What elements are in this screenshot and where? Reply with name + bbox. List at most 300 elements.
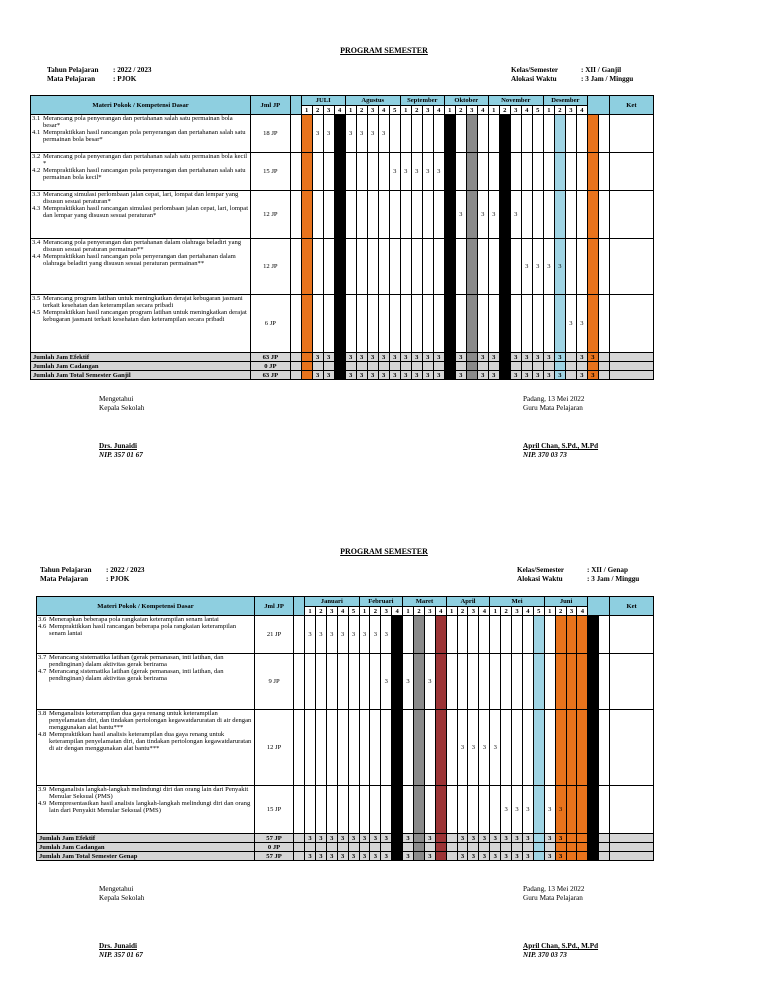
total-cell: 3 xyxy=(479,834,490,843)
week-number: 4 xyxy=(378,106,389,115)
week-number: 4 xyxy=(477,106,488,115)
total-ket xyxy=(610,843,654,852)
month-header: Januari xyxy=(305,597,359,607)
total-jp: 0 JP xyxy=(251,362,291,371)
total-jp: 57 JP xyxy=(254,834,293,843)
week-number: 4 xyxy=(479,607,490,616)
week-cell xyxy=(577,616,588,654)
total-cell: 3 xyxy=(400,353,411,362)
week-cell xyxy=(381,710,392,786)
total-jp: 63 JP xyxy=(251,371,291,380)
total-cell: 3 xyxy=(433,371,444,380)
week-cell xyxy=(588,710,599,786)
week-cell: 3 xyxy=(457,710,468,786)
total-cell xyxy=(359,843,370,852)
week-number: 2 xyxy=(370,607,381,616)
week-cell xyxy=(348,786,359,834)
week-cell: 3 xyxy=(521,239,532,295)
total-cell: 3 xyxy=(348,834,359,843)
total-cell: 3 xyxy=(370,834,381,843)
total-cell xyxy=(577,834,588,843)
month-header: April xyxy=(446,597,490,607)
week-cell: 3 xyxy=(555,786,566,834)
header-materi: Materi Pokok / Kompetensi Dasar xyxy=(31,96,251,115)
month-header: Mei xyxy=(490,597,544,607)
week-cell xyxy=(468,654,479,710)
kd-text: Merancang pola penyerangan dan pertahanan salah satu permainan bola besar* xyxy=(43,115,233,129)
total-cell: 3 xyxy=(544,852,555,861)
week-cell xyxy=(424,786,435,834)
total-cell: 3 xyxy=(468,834,479,843)
week-number: 1 xyxy=(400,106,411,115)
week-cell xyxy=(315,786,326,834)
total-cell: 3 xyxy=(479,852,490,861)
total-cell xyxy=(414,843,425,852)
week-cell: 3 xyxy=(400,153,411,191)
week-cell: 3 xyxy=(326,616,337,654)
ket-cell xyxy=(610,786,654,834)
total-cell: 3 xyxy=(367,371,378,380)
total-cell: 3 xyxy=(587,353,598,362)
total-jp: 63 JP xyxy=(251,353,291,362)
week-cell xyxy=(446,616,457,654)
kd-code: 4.4 xyxy=(32,253,41,260)
week-cell xyxy=(544,710,555,786)
week-cell xyxy=(479,616,490,654)
total-label: Jumlah Jam Total Semester Genap xyxy=(37,852,255,861)
kd-code: 3.8 xyxy=(38,710,47,717)
total-cell: 3 xyxy=(543,353,554,362)
week-number: 5 xyxy=(533,607,544,616)
week-cell xyxy=(522,710,533,786)
week-cell: 3 xyxy=(370,616,381,654)
week-cell: 3 xyxy=(543,239,554,295)
kd-item xyxy=(38,623,253,637)
ket-cell xyxy=(610,710,654,786)
week-cell xyxy=(370,710,381,786)
week-number: 2 xyxy=(501,607,512,616)
total-cell: 3 xyxy=(305,852,316,861)
week-number: 1 xyxy=(301,106,312,115)
week-number: 1 xyxy=(446,607,457,616)
total-cell: 3 xyxy=(576,371,587,380)
week-cell: 3 xyxy=(424,654,435,710)
week-number: 3 xyxy=(422,106,433,115)
week-cell xyxy=(315,710,326,786)
kd-item xyxy=(38,668,253,682)
week-cell: 3 xyxy=(323,115,334,153)
week-cell xyxy=(359,710,370,786)
total-cell: 3 xyxy=(512,852,523,861)
total-cell: 3 xyxy=(312,371,323,380)
month-header: Desember xyxy=(543,96,587,106)
total-cell: 3 xyxy=(315,834,326,843)
week-cell: 3 xyxy=(337,616,348,654)
total-cell xyxy=(577,843,588,852)
week-number: 4 xyxy=(522,607,533,616)
total-label: Jumlah Jam Cadangan xyxy=(37,843,255,852)
signature-left: Mengetahui Kepala Sekolah xyxy=(99,395,145,412)
week-number: 5 xyxy=(389,106,400,115)
page-title: PROGRAM SEMESTER xyxy=(340,547,428,556)
jp-cell: 12 JP xyxy=(251,191,291,239)
week-cell xyxy=(403,616,414,654)
week-cell: 3 xyxy=(576,295,587,353)
week-cell xyxy=(348,710,359,786)
week-cell: 3 xyxy=(389,153,400,191)
kd-code: 3.9 xyxy=(38,786,47,793)
total-cell: 3 xyxy=(370,852,381,861)
total-cell xyxy=(533,834,544,843)
week-cell xyxy=(490,654,501,710)
materi-cell xyxy=(37,616,255,654)
week-number: 4 xyxy=(334,106,345,115)
week-number: 3 xyxy=(510,106,521,115)
week-cell xyxy=(403,710,414,786)
total-cell: 3 xyxy=(543,371,554,380)
week-cell: 3 xyxy=(359,616,370,654)
total-cell: 3 xyxy=(389,353,400,362)
total-cell: 3 xyxy=(555,834,566,843)
header-row xyxy=(37,597,654,607)
week-cell: 3 xyxy=(403,654,414,710)
page-title: PROGRAM SEMESTER xyxy=(340,46,428,55)
total-cell: 3 xyxy=(512,834,523,843)
week-cell: 3 xyxy=(381,616,392,654)
week-cell: 3 xyxy=(367,115,378,153)
week-cell xyxy=(468,616,479,654)
signature-right: Padang, 13 Mei 2022 Guru Mata Pelajaran xyxy=(523,885,585,902)
total-cell xyxy=(435,843,446,852)
week-cell xyxy=(577,654,588,710)
week-cell xyxy=(326,654,337,710)
kd-item xyxy=(38,710,253,731)
week-cell xyxy=(305,786,316,834)
total-cell: 3 xyxy=(522,834,533,843)
week-cell: 3 xyxy=(468,710,479,786)
week-cell: 3 xyxy=(411,153,422,191)
week-cell xyxy=(490,786,501,834)
teacher-name: April Chan, S.Pd., M.Pd NIP. 370 03 73 xyxy=(523,442,599,459)
total-cell: 3 xyxy=(345,353,356,362)
week-number: 2 xyxy=(312,106,323,115)
week-cell: 3 xyxy=(305,616,316,654)
week-number: 2 xyxy=(455,106,466,115)
month-header: Juni xyxy=(544,597,588,607)
week-cell xyxy=(446,654,457,710)
total-cell xyxy=(348,843,359,852)
week-cell xyxy=(522,616,533,654)
total-cell xyxy=(599,834,610,843)
week-number: 1 xyxy=(305,607,316,616)
week-number: 4 xyxy=(337,607,348,616)
week-cell xyxy=(577,786,588,834)
total-cell: 3 xyxy=(345,371,356,380)
total-cell xyxy=(414,852,425,861)
week-cell xyxy=(414,654,425,710)
week-cell xyxy=(566,786,577,834)
week-cell: 3 xyxy=(490,710,501,786)
week-cell xyxy=(512,616,523,654)
week-cell xyxy=(512,654,523,710)
total-cell: 3 xyxy=(522,852,533,861)
kd-text: Mempraktikkan hasil rancangan beberapa pola rangkaian keterampilan senam lantai xyxy=(49,623,237,637)
total-cell: 3 xyxy=(326,852,337,861)
total-label: Jumlah Jam Total Semester Ganjil xyxy=(31,371,251,380)
week-cell xyxy=(457,786,468,834)
total-cell xyxy=(403,843,414,852)
total-cell: 3 xyxy=(381,834,392,843)
total-cell: 3 xyxy=(521,353,532,362)
jp-cell: 9 JP xyxy=(254,654,293,710)
week-cell xyxy=(392,654,403,710)
week-number: 3 xyxy=(381,607,392,616)
total-cell xyxy=(566,852,577,861)
week-cell xyxy=(435,786,446,834)
week-cell xyxy=(577,710,588,786)
total-cell: 3 xyxy=(455,371,466,380)
week-cell xyxy=(522,654,533,710)
total-cell xyxy=(501,843,512,852)
week-cell xyxy=(566,710,577,786)
week-cell xyxy=(533,654,544,710)
table-row xyxy=(37,654,654,710)
total-cell xyxy=(588,843,599,852)
jp-cell: 15 JP xyxy=(251,153,291,191)
total-cell xyxy=(446,843,457,852)
week-cell xyxy=(414,710,425,786)
month-header: JULI xyxy=(301,96,345,106)
week-number: 2 xyxy=(356,106,367,115)
week-number: 3 xyxy=(466,106,477,115)
total-cell: 3 xyxy=(501,852,512,861)
header-spacer xyxy=(588,597,610,616)
week-cell: 3 xyxy=(522,786,533,834)
total-cell xyxy=(533,843,544,852)
week-cell xyxy=(294,710,305,786)
header-jp: Jml JP xyxy=(254,597,293,616)
kd-text: Mempraktikkan hasil rancangan pola penyerangan dan pertahanan dalam olahraga beladiri yang disusun sesuai peraturan permainan** xyxy=(43,253,236,267)
week-cell xyxy=(403,786,414,834)
total-cell: 3 xyxy=(576,353,587,362)
week-cell: 3 xyxy=(348,616,359,654)
week-cell: 3 xyxy=(532,239,543,295)
total-cell: 3 xyxy=(323,353,334,362)
jp-cell: 12 JP xyxy=(251,239,291,295)
kd-code: 3.2 xyxy=(32,153,41,160)
week-number: 2 xyxy=(499,106,510,115)
week-cell: 3 xyxy=(488,191,499,239)
total-cell: 3 xyxy=(532,371,543,380)
week-cell xyxy=(599,786,610,834)
week-cell xyxy=(501,616,512,654)
week-number: 1 xyxy=(403,607,414,616)
total-cell: 3 xyxy=(337,834,348,843)
week-cell xyxy=(533,786,544,834)
week-number: 4 xyxy=(576,106,587,115)
week-cell: 3 xyxy=(381,654,392,710)
kd-item xyxy=(38,786,253,800)
total-cell: 3 xyxy=(521,371,532,380)
month-header: November xyxy=(488,96,543,106)
schedule-table xyxy=(36,596,654,861)
week-number: 4 xyxy=(392,607,403,616)
kd-code: 4.5 xyxy=(32,309,41,316)
kd-text: Merancang program latihan untuk meningkatkan derajat kebugaran jasmani terkait kesehatan dan keterampilan secara pribadi xyxy=(43,295,243,309)
total-cell: 3 xyxy=(359,834,370,843)
total-cell: 3 xyxy=(544,834,555,843)
total-cell xyxy=(414,834,425,843)
total-cell: 3 xyxy=(455,353,466,362)
materi-cell xyxy=(37,786,255,834)
total-cell xyxy=(490,843,501,852)
week-cell xyxy=(424,616,435,654)
week-cell xyxy=(414,786,425,834)
week-cell xyxy=(392,786,403,834)
week-number: 4 xyxy=(435,607,446,616)
kd-item xyxy=(38,616,253,623)
total-label: Jumlah Jam Efektif xyxy=(31,353,251,362)
week-number: 5 xyxy=(532,106,543,115)
week-cell xyxy=(566,616,577,654)
total-cell: 3 xyxy=(587,371,598,380)
total-cell xyxy=(599,843,610,852)
total-cell xyxy=(479,843,490,852)
total-cell: 3 xyxy=(532,353,543,362)
week-cell xyxy=(599,654,610,710)
total-cell xyxy=(315,843,326,852)
week-cell xyxy=(479,786,490,834)
total-cell: 3 xyxy=(359,852,370,861)
jp-cell: 6 JP xyxy=(251,295,291,353)
kd-code: 4.1 xyxy=(32,129,41,136)
week-cell xyxy=(424,710,435,786)
kd-item xyxy=(38,731,253,752)
total-cell xyxy=(457,843,468,852)
total-cell: 3 xyxy=(378,353,389,362)
total-cell xyxy=(588,852,599,861)
week-cell xyxy=(294,786,305,834)
ket-cell xyxy=(610,654,654,710)
week-cell xyxy=(588,616,599,654)
week-cell xyxy=(294,616,305,654)
total-ket xyxy=(610,834,654,843)
jp-cell: 21 JP xyxy=(254,616,293,654)
kd-code: 3.5 xyxy=(32,295,41,302)
total-cell xyxy=(294,834,305,843)
week-number: 3 xyxy=(468,607,479,616)
total-cell: 3 xyxy=(356,371,367,380)
week-cell xyxy=(533,710,544,786)
total-cell: 3 xyxy=(348,852,359,861)
week-number: 1 xyxy=(488,106,499,115)
total-cell: 3 xyxy=(490,834,501,843)
week-cell xyxy=(446,710,457,786)
meta-left: Tahun Pelajaran : 2022 / 2023 Mata Pelajaran : PJOK xyxy=(40,566,145,583)
total-cell xyxy=(424,843,435,852)
week-cell: 3 xyxy=(554,239,565,295)
week-number: 1 xyxy=(359,607,370,616)
total-cell: 3 xyxy=(422,371,433,380)
week-cell xyxy=(555,654,566,710)
week-cell xyxy=(370,786,381,834)
kd-text: Menganalisis keterampilan dua gaya renang untuk keterampilan penyelamatan diri, dan tindakan pertolongan kegawatdaruratan di air dengan menggunakan alat bantu*** xyxy=(49,710,252,731)
week-cell: 3 xyxy=(356,115,367,153)
kd-code: 4.2 xyxy=(32,167,41,174)
total-cell: 3 xyxy=(490,852,501,861)
week-cell xyxy=(381,786,392,834)
total-ket xyxy=(610,852,654,861)
week-cell xyxy=(544,616,555,654)
kd-item xyxy=(38,654,253,668)
kd-code: 3.4 xyxy=(32,239,41,246)
kd-code: 3.1 xyxy=(32,115,41,122)
week-cell xyxy=(512,710,523,786)
week-cell xyxy=(566,654,577,710)
total-cell: 3 xyxy=(477,371,488,380)
week-number: 2 xyxy=(411,106,422,115)
materi-cell xyxy=(37,710,255,786)
week-cell xyxy=(599,616,610,654)
week-cell: 3 xyxy=(510,191,521,239)
total-cell xyxy=(392,843,403,852)
week-cell xyxy=(337,786,348,834)
total-cell xyxy=(392,834,403,843)
total-cell: 3 xyxy=(411,353,422,362)
week-cell: 3 xyxy=(315,616,326,654)
week-cell xyxy=(588,654,599,710)
total-cell: 3 xyxy=(488,371,499,380)
week-cell: 3 xyxy=(477,191,488,239)
week-number: 3 xyxy=(326,607,337,616)
kd-code: 3.3 xyxy=(32,191,41,198)
total-cell: 3 xyxy=(400,371,411,380)
total-cell: 3 xyxy=(337,852,348,861)
kd-text: Mempraktikkan hasil analisis keterampilan dua gaya renang untuk keterampilan penyelamatan diri, dan tindakan pertolongan kegawatdaruratan di air dengan menggunakan alat bantu*** xyxy=(49,731,252,752)
total-cell: 3 xyxy=(367,353,378,362)
total-cell xyxy=(512,843,523,852)
kd-code: 4.6 xyxy=(38,623,47,630)
week-number: 2 xyxy=(555,607,566,616)
week-cell xyxy=(501,710,512,786)
jp-cell: 18 JP xyxy=(251,115,291,153)
kd-text: Merancang sistematika latihan (gerak pemanasan, inti latihan, dan pendinginan) dalam aktivitas gerak berirama xyxy=(49,668,224,682)
week-number: 2 xyxy=(554,106,565,115)
kd-text: Menganalisis langkah-langkah melindungi diri dan orang lain dari Penyakit Menular Seksual (PMS) xyxy=(49,786,249,800)
week-number: 3 xyxy=(565,106,576,115)
teacher-name: April Chan, S.Pd., M.Pd NIP. 370 03 73 xyxy=(523,942,599,959)
week-cell: 3 xyxy=(512,786,523,834)
week-number: 2 xyxy=(457,607,468,616)
week-number: 3 xyxy=(323,106,334,115)
total-cell xyxy=(555,843,566,852)
total-row xyxy=(37,852,654,861)
jp-cell: 15 JP xyxy=(254,786,293,834)
week-cell xyxy=(359,786,370,834)
total-cell xyxy=(294,852,305,861)
week-cell xyxy=(599,710,610,786)
week-cell xyxy=(555,710,566,786)
month-header: Agustus xyxy=(345,96,400,106)
meta-right: Kelas/Semester : XII / Ganjil Alokasi Waktu : 3 Jam / Minggu xyxy=(511,66,634,83)
week-number: 2 xyxy=(414,607,425,616)
total-cell xyxy=(381,843,392,852)
total-cell: 3 xyxy=(433,353,444,362)
total-cell: 3 xyxy=(422,353,433,362)
total-cell: 3 xyxy=(488,353,499,362)
month-header: September xyxy=(400,96,444,106)
month-header: Maret xyxy=(403,597,447,607)
